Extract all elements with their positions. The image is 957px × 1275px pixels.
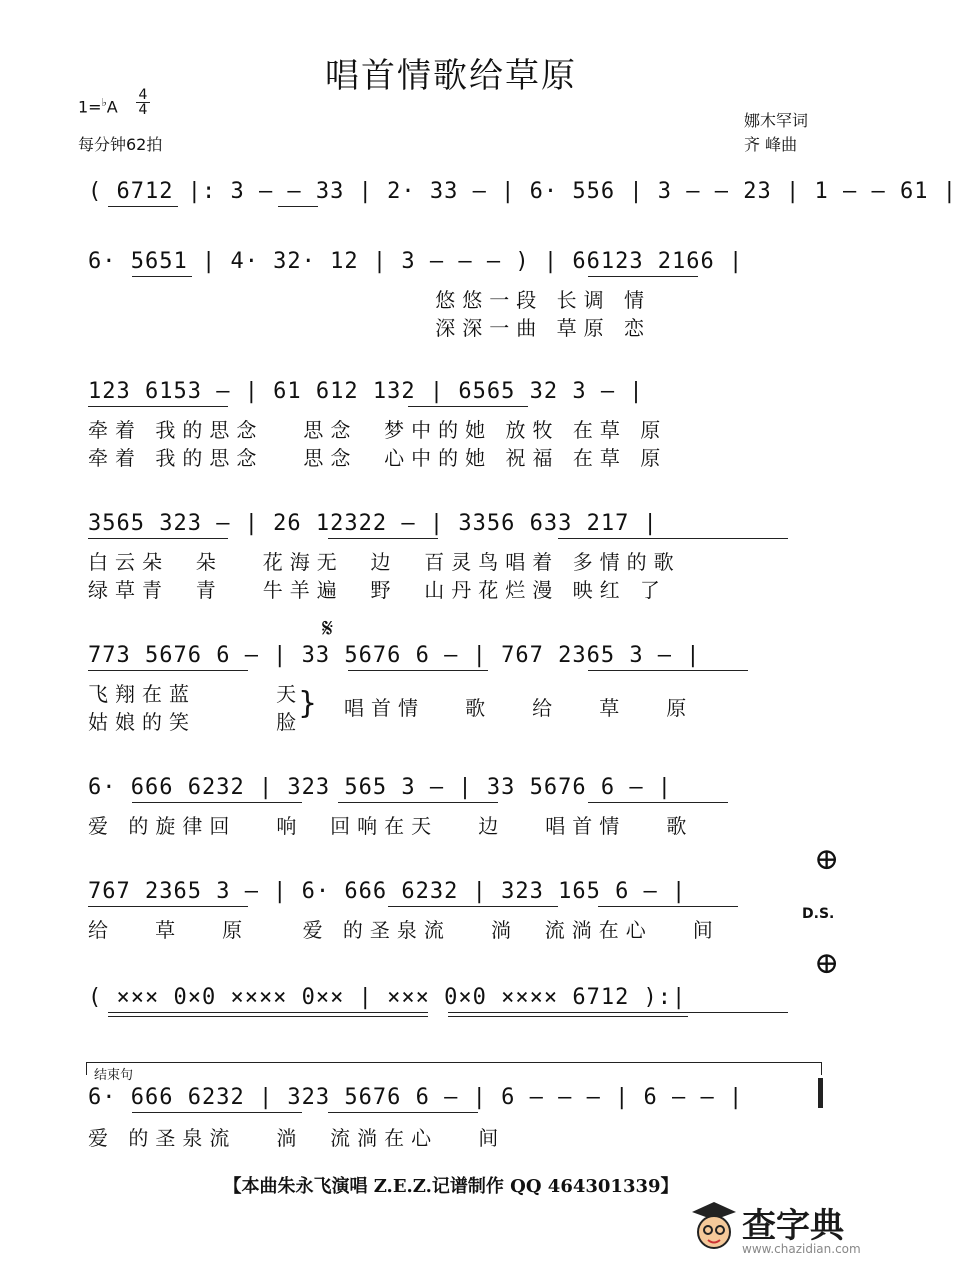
score-row-3 bbox=[88, 372, 824, 412]
score-row-8 bbox=[88, 978, 824, 1018]
logo-url[interactable]: www.chazidian.com bbox=[742, 1242, 861, 1256]
segno-icon: 𝄋 bbox=[322, 614, 334, 644]
score-row-2 bbox=[88, 242, 824, 282]
key-signature bbox=[78, 96, 118, 116]
lyrics-row-5c: 唱首情 歌 给 草 原 bbox=[344, 696, 694, 720]
lyrics-row-6: 爱 的旋律回 响 回响在天 边 唱首情 歌 bbox=[88, 814, 694, 838]
time-signature bbox=[136, 88, 150, 117]
lyrics-row-3a: 牵着 我的思念 思念 梦中的她 放牧 在草 原 bbox=[88, 418, 668, 442]
song-title: 唱首情歌给草原 bbox=[325, 56, 577, 96]
notes-row-3: 123 6153 — | 61 612 132 | 6565 32 3 — | bbox=[88, 379, 644, 404]
lyricist-credit: 娜木罕词 bbox=[744, 111, 809, 130]
notes-row-1: ( 6712 |: 3 — — 33 | 2· 33 — | 6· 556 | 3 — — 23 | 1 — — 61 | bbox=[88, 179, 957, 204]
lyrics-row-5a: 飞翔在蓝 天 bbox=[88, 682, 304, 706]
score-row-1 bbox=[88, 172, 957, 212]
ending-bracket bbox=[86, 1062, 822, 1075]
notes-row-2: 6· 5651 | 4· 32· 12 | 3 — — — ) | 66123 2166 | bbox=[88, 249, 744, 274]
key-note: A bbox=[106, 97, 118, 117]
logo-text: 查字典 bbox=[742, 1206, 844, 1246]
score-row-5 bbox=[88, 636, 824, 676]
lyrics-row-5b: 姑娘的笑 脸 bbox=[88, 710, 304, 734]
lyrics-row-2a: 悠悠一段 长调 情 bbox=[88, 288, 652, 312]
score-row-6 bbox=[88, 768, 824, 808]
score-row-7 bbox=[88, 872, 824, 912]
coda-icon-2: ⊕ bbox=[814, 946, 840, 981]
tempo-marking: 每分钟62拍 bbox=[78, 135, 163, 154]
notes-row-8: ( ××× 0×0 ×××× 0×× | ××× 0×0 ×××× 6712 ):| bbox=[88, 985, 687, 1010]
notes-row-6: 6· 666 6232 | 323 565 3 — | 33 5676 6 — | bbox=[88, 775, 673, 800]
score-row-9 bbox=[88, 1078, 824, 1118]
notes-row-7: 767 2365 3 — | 6· 666 6232 | 323 165 6 — | bbox=[88, 879, 687, 904]
notes-row-9: 6· 666 6232 | 323 5676 6 — | 6 — — — | 6 — — | bbox=[88, 1085, 744, 1110]
lyrics-row-3b: 牵着 我的思念 思念 心中的她 祝福 在草 原 bbox=[88, 446, 668, 470]
mascot-icon bbox=[686, 1198, 742, 1258]
lyrics-row-9: 爱 的圣泉流 淌 流淌在心 间 bbox=[88, 1126, 506, 1150]
time-top: 4 bbox=[138, 87, 148, 103]
ds-marking: D.S. bbox=[802, 906, 835, 922]
brace-icon: } bbox=[298, 686, 318, 721]
flat-icon: ♭ bbox=[101, 96, 107, 109]
lyrics-row-7: 给 草 原 爱 的圣泉流 淌 流淌在心 间 bbox=[88, 918, 720, 942]
lyrics-row-2b: 深深一曲 草原 恋 bbox=[88, 316, 652, 340]
performer-credit: 【本曲朱永飞演唱 Z.E.Z.记谱制作 QQ 464301339】 bbox=[223, 1176, 679, 1197]
time-bottom: 4 bbox=[136, 102, 150, 117]
notes-row-5: 773 5676 6 — | 33 5676 6 — | 767 2365 3 — | bbox=[88, 643, 701, 668]
coda-icon-1: ⊕ bbox=[814, 842, 840, 877]
score-row-4 bbox=[88, 504, 824, 544]
final-barline bbox=[818, 1078, 823, 1108]
lyrics-row-4a: 白云朵 朵 花海无 边 百灵鸟唱着 多情的歌 bbox=[88, 550, 681, 574]
lyrics-row-4b: 绿草青 青 牛羊遍 野 山丹花烂漫 映红 了 bbox=[88, 578, 667, 602]
notes-row-4: 3565 323 — | 26 12322 — | 3356 633 217 | bbox=[88, 511, 658, 536]
key-prefix: 1= bbox=[78, 97, 102, 117]
composer-credit: 齐 峰曲 bbox=[744, 135, 798, 154]
ending-label: 结束句 bbox=[94, 1068, 134, 1083]
